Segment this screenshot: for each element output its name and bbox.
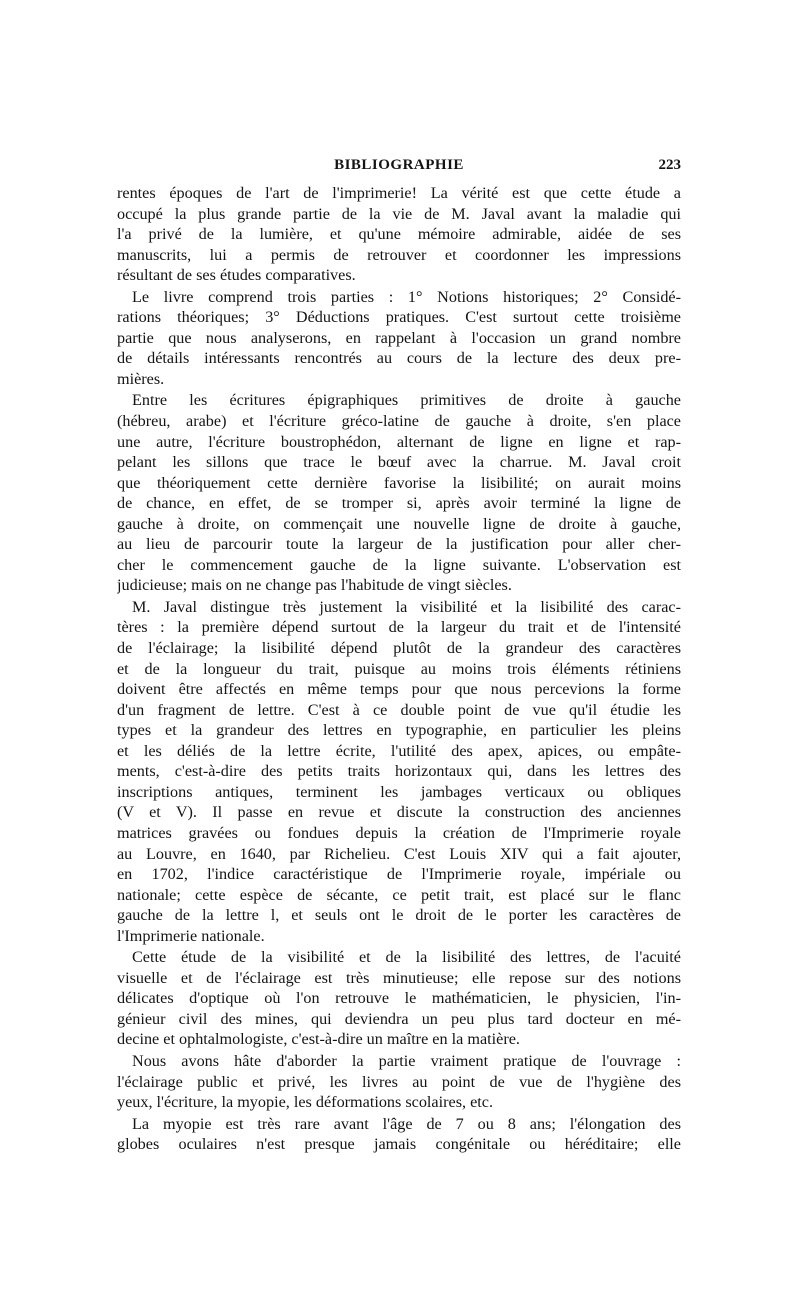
text-line: manuscrits, lui a permis de retrouver et coordonner les impressions [117,245,681,264]
paragraph [117,597,681,946]
text-line: rations théoriques; 3° Déductions pratiques. C'est surtout cette troisième [117,308,681,327]
text-line: Le livre comprend trois parties : 1° Notions historiques; 2° Considé- [132,287,681,306]
text-line: judicieuse; mais on ne change pas l'habitude de vingt siècles. [117,576,512,595]
text-line: tères : la première dépend surtout de la largeur du trait et de l'intensité [117,618,681,637]
text-line: Cette étude de la visibilité et de la lisibilité des lettres, de l'acuité [132,948,681,967]
text-line: de l'éclairage; la lisibilité dépend plutôt de la grandeur des caractères [117,639,681,658]
text-line: decine et ophtalmologiste, c'est-à-dire un maître en la matière. [117,1030,520,1049]
text-line: occupé la plus grande partie de la vie de M. Javal avant la maladie qui [117,204,681,223]
running-title: BIBLIOGRAPHIE [334,157,464,173]
text-line: visuelle et de l'éclairage est très minutieuse; elle repose sur des notions [117,968,681,987]
text-line: Nous avons hâte d'aborder la partie vraiment pratique de l'ouvrage : [132,1051,681,1070]
text-line: et les déliés de la lettre écrite, l'utilité des apex, apices, ou empâte- [117,741,681,760]
text-line: résultant de ses études comparatives. [117,266,356,285]
text-line: nationale; cette espèce de sécante, ce petit trait, est placé sur le flanc [117,885,681,904]
text-line: génieur civil des mines, qui deviendra un peu plus tard docteur en mé- [117,1009,681,1028]
text-line: ments, c'est-à-dire des petits traits horizontaux qui, dans les lettres des [117,762,681,781]
text-line: partie que nous analyserons, en rappelant à l'occasion un grand nombre [117,328,681,347]
text-line: de chance, en effet, de se tromper si, après avoir terminé la ligne de [117,494,681,513]
text-line: La myopie est très rare avant l'âge de 7 ou 8 ans; l'élongation des [132,1114,681,1133]
text-line: l'a privé de la lumière, et qu'une mémoire admirable, aidée de ses [117,225,681,244]
text-line: délicates d'optique où l'on retrouve le mathématicien, le physicien, l'in- [117,989,681,1008]
paragraph [117,287,681,390]
text-line: doivent être affectés en même temps pour que nous percevions la forme [117,680,681,699]
text-line: globes oculaires n'est presque jamais congénitale ou héréditaire; elle [117,1135,681,1154]
text-line: au lieu de parcourir toute la largeur de la justification pour aller cher- [117,535,681,554]
text-line: que théoriquement cette dernière favorise la lisibilité; on aurait moins [117,473,681,492]
text-line: inscriptions antiques, terminent les jambages verticaux ou obliques [117,782,681,801]
text-line: rentes époques de l'art de l'imprimerie! La vérité est que cette étude a [117,184,681,202]
text-line: (hébreu, arabe) et l'écriture gréco-latine de gauche à droite, s'en place [117,412,681,431]
paragraph [117,947,681,1050]
text-line: types et la grandeur des lettres en typographie, en particulier les pleins [117,721,681,740]
text-line: d'un fragment de lettre. C'est à ce double point de vue qu'il étudie les [117,700,681,719]
text-line: (V et V). Il passe en revue et discute la construction des anciennes [117,803,681,822]
text-line: une autre, l'écriture boustrophédon, alternant de ligne en ligne et rap- [117,432,681,451]
text-line: matrices gravées ou fondues depuis la création de l'Imprimerie royale [117,823,681,842]
text-line: mières. [117,369,165,388]
text-line: gauche à droite, on commençait une nouvelle ligne de droite à gauche, [117,514,681,533]
text-line: gauche de la lettre l, et seuls ont le droit de le porter les caractères de [117,906,681,925]
paragraph [117,1051,681,1113]
text-line: Entre les écritures épigraphiques primitives de droite à gauche [132,391,681,410]
body-text [117,183,681,1155]
text-line: au Louvre, en 1640, par Richelieu. C'est Louis XIV qui a fait ajouter, [117,844,681,863]
paragraph [117,390,681,595]
text-line: cher le commencement gauche de la ligne suivante. L'observation est [117,555,681,574]
text-line: de détails intéressants rencontrés au cours de la lecture des deux pre- [117,349,681,368]
paragraph [117,1114,681,1155]
text-line: en 1702, l'indice caractéristique de l'Imprimerie royale, impériale ou [117,865,681,884]
running-head [117,157,681,179]
paragraph [117,183,681,286]
text-line: l'Imprimerie nationale. [117,926,265,945]
text-line: l'éclairage public et privé, les livres au point de vue de l'hygiène des [117,1072,681,1091]
text-line: yeux, l'écriture, la myopie, les déformations scolaires, etc. [117,1093,493,1112]
text-line: et de la longueur du trait, puisque au moins trois éléments rétiniens [117,659,681,678]
page-number: 223 [658,157,681,173]
text-line: pelant les sillons que trace le bœuf avec la charrue. M. Javal croit [117,453,681,472]
text-line: M. Javal distingue très justement la visibilité et la lisibilité des carac- [132,597,681,616]
